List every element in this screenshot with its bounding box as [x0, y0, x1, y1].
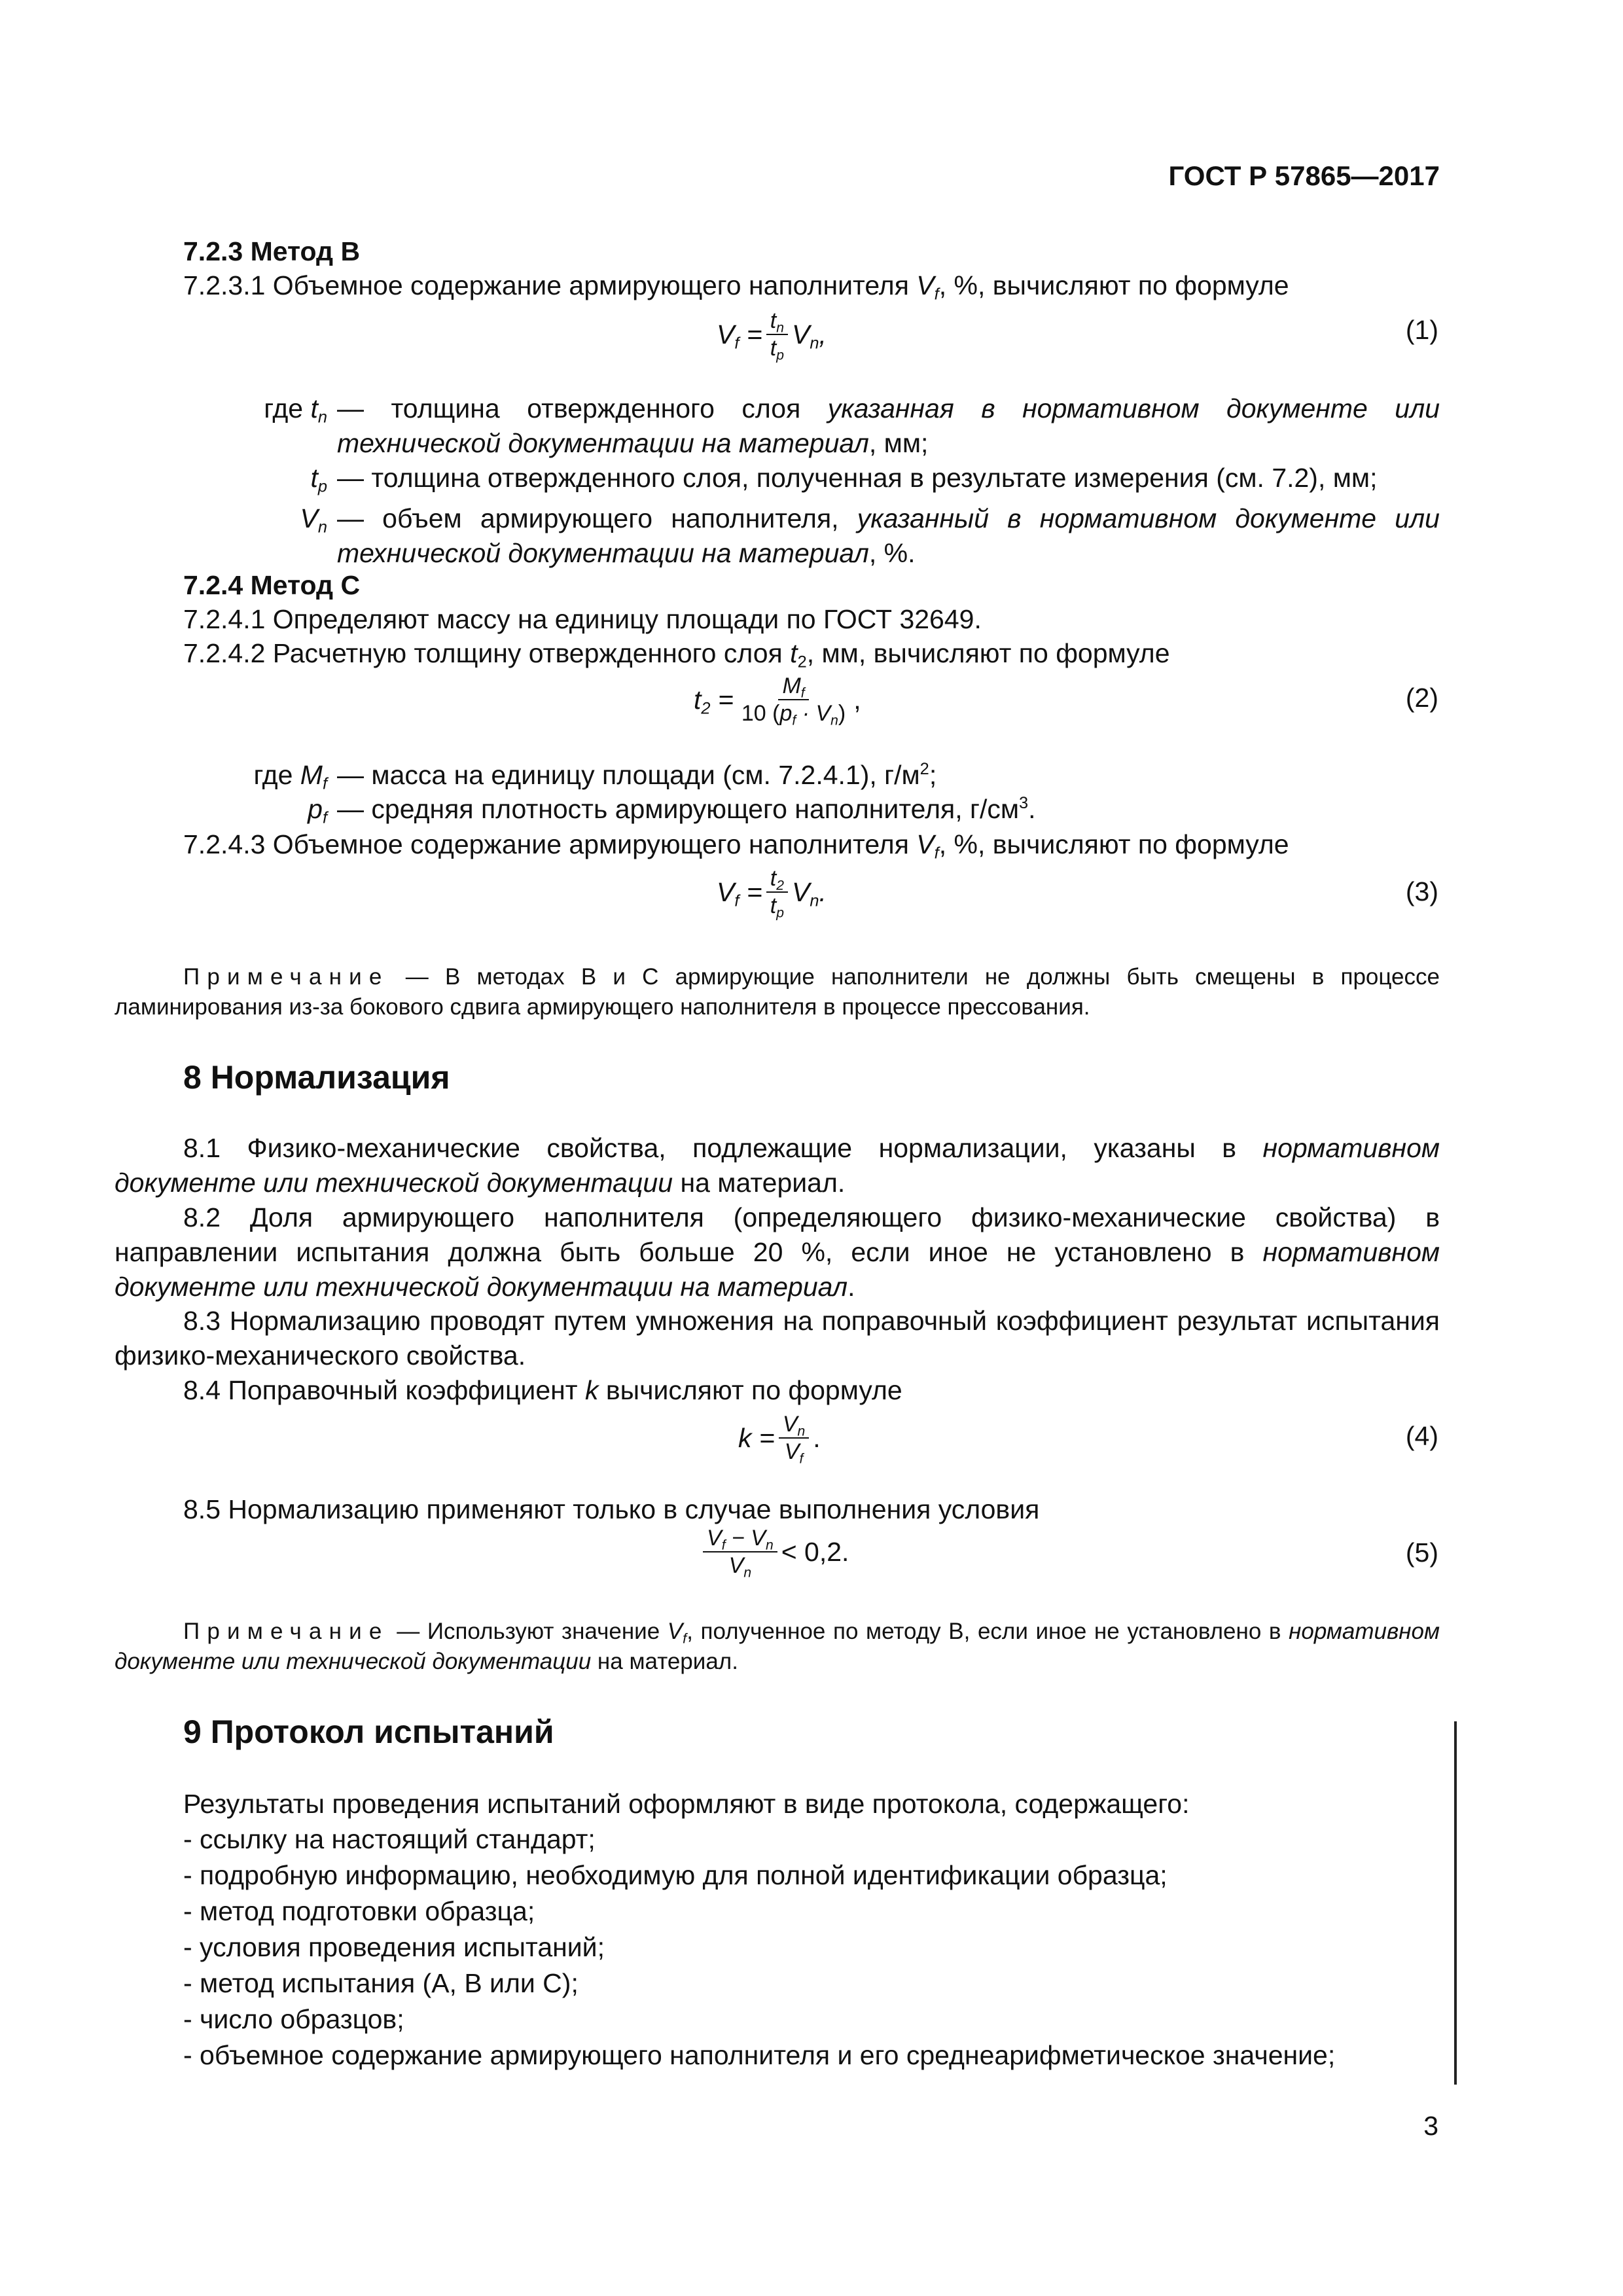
formula-3: $V_f$ = $\frac{t_2}{t_p}$ $V_n$.	[717, 866, 827, 921]
definition-tail: .	[1028, 794, 1036, 824]
paragraph-7-2-4-3: 7.2.4.3 Объемное содержание армирующего наполнителя $V_f$, %, вычисляют по формуле	[183, 829, 1289, 863]
definition-text	[337, 391, 1440, 461]
definition-item	[115, 461, 1440, 501]
definition-plain: — средняя плотность армирующего наполнителя, г/см	[337, 794, 1020, 824]
variable: k	[584, 1375, 599, 1405]
definition-text	[337, 461, 1440, 495]
page-number: 3	[1423, 2111, 1438, 2141]
section-title-8: 8 Нормализация	[183, 1059, 450, 1096]
paragraph-italic: нормативном документе или технической документации на материал	[115, 1237, 1440, 1302]
note-label: Примечание	[183, 964, 389, 990]
paragraph-text: на материал.	[673, 1168, 846, 1198]
equation-number-4: (4)	[1405, 1421, 1438, 1451]
definition-tail: , %.	[868, 538, 916, 568]
definition-term-subscript: p	[317, 477, 327, 496]
paragraph-8-3: 8.3 Нормализацию проводят путем умножения на поправочный коэффициент результат испытания физико-механического свойства.	[115, 1306, 1440, 1371]
unit-superscript: 2	[919, 759, 929, 778]
section-heading-7-2-3: 7.2.3 Метод В	[183, 236, 361, 266]
paragraph-text: 7.2.4.3 Объемное содержание армирующего наполнителя	[183, 829, 917, 859]
protocol-contents-list	[183, 1822, 1335, 2074]
formula-2: $t_2$ = $\frac{M_f}{10 (p_f \cdot V_n)}$ ,	[694, 673, 861, 728]
variable: V	[916, 270, 935, 300]
definition-plain: — толщина отвержденного слоя, полученная в результате измерения (см. 7.2), мм;	[337, 463, 1378, 493]
revision-bar	[1454, 1721, 1457, 2085]
list-item: - ссылку на настоящий стандарт;	[183, 1824, 596, 1854]
paragraph-text: , %, вычисляют по формуле	[938, 829, 1289, 859]
equation-number-5: (5)	[1405, 1537, 1438, 1568]
document-header: ГОСТ Р 57865—2017	[1168, 160, 1440, 191]
definition-plain: — объем армирующего наполнителя,	[337, 503, 857, 533]
paragraph-text: 8.1 Физико-механические свойства, подлежащие нормализации, указаны в	[183, 1133, 1263, 1163]
definition-item	[115, 501, 1440, 571]
definition-tail: , мм;	[868, 428, 929, 458]
definition-italic: указанная в нормативном документе или технической документации на материал	[337, 393, 1440, 458]
list-item: - число образцов;	[183, 2004, 404, 2034]
definition-tail: ;	[929, 760, 937, 790]
paragraph-8-2	[115, 1200, 1440, 1304]
paragraph-8-1	[115, 1131, 1440, 1200]
definition-text	[337, 792, 1440, 827]
paragraph-text: , мм, вычисляют по формуле	[806, 638, 1170, 668]
note-8: Примечание — Используют значение $V_f$, полученное по методу В, если иное не установлено в нормативном документе или технической документации на материал.	[115, 1619, 1440, 1674]
definition-lead: где	[264, 393, 311, 423]
definition-item: $p_f$ — средняя плотность армирующего наполнителя, $г/см^3$.	[115, 792, 1440, 826]
list-item: - условия проведения испытаний;	[183, 1932, 605, 1962]
note-label: Примечание	[183, 1619, 389, 1644]
definition-term-subscript: n	[317, 518, 327, 537]
definition-term: t	[310, 463, 318, 493]
formula-1: $V_f$ = $\frac{t_n}{t_p}$ $V_n$,	[717, 308, 827, 363]
definition-plain: — толщина отвержденного слоя	[337, 393, 828, 423]
note-text: на материал.	[591, 1649, 738, 1674]
paragraph-8-5: 8.5 Нормализацию применяют только в случае выполнения условия	[183, 1494, 1040, 1524]
note-7-2-4	[115, 962, 1440, 1022]
paragraph-9-intro: Результаты проведения испытаний оформляют в виде протокола, содержащего:	[183, 1789, 1190, 1819]
paragraph-text: , %, вычисляют по формуле	[938, 270, 1289, 300]
paragraph-text: .	[847, 1272, 855, 1302]
paragraph-text: 8.4 Поправочный коэффициент	[183, 1375, 585, 1405]
list-item: - подробную информацию, необходимую для полной идентификации образца;	[183, 1860, 1168, 1890]
definition-term: V	[300, 503, 318, 533]
definition-plain: — масса на единицу площади (см. 7.2.4.1), г/м	[337, 760, 920, 790]
section-heading-7-2-4: 7.2.4 Метод С	[183, 570, 361, 600]
list-item: - объемное содержание армирующего наполнителя и его среднеарифметическое значение;	[183, 2040, 1336, 2070]
equation-number-2: (2)	[1405, 683, 1438, 713]
definition-term-subscript: n	[317, 408, 327, 427]
definitions-list-1	[115, 391, 1440, 571]
note-text: , полученное по методу В, если иное не установлено в	[687, 1619, 1289, 1644]
definition-term: t	[310, 393, 318, 423]
definition-italic: указанный в нормативном документе или технической документации на материал	[337, 503, 1440, 568]
paragraph-text: 7.2.3.1 Объемное содержание армирующего наполнителя	[183, 270, 917, 300]
paragraph-7-2-4-2: 7.2.4.2 Расчетную толщину отвержденного слоя $t_2$, мм, вычисляют по формуле	[183, 638, 1170, 672]
section-title-9: 9 Протокол испытаний	[183, 1713, 554, 1750]
note-text: — В методах В и С армирующие наполнители не должны быть смещены в процессе ламинирования из-за бокового сдвига армирующего наполнителя в процессе прессования.	[115, 964, 1440, 1020]
list-item: - метод испытания (А, В или С);	[183, 1968, 579, 1998]
definition-text	[337, 758, 1440, 793]
formula-5-rhs: < 0,2.	[781, 1536, 849, 1567]
definition-text	[337, 501, 1440, 571]
note-italic: нормативном документе или технической документации	[115, 1619, 1440, 1674]
paragraph-text: 7.2.4.2 Расчетную толщину отвержденного слоя	[183, 638, 791, 668]
paragraph-7-2-4-1: 7.2.4.1 Определяют массу на единицу площади по ГОСТ 32649.	[183, 604, 982, 634]
definitions-list-2	[115, 758, 1440, 826]
definition-item: где $M_f$ — масса на единицу площади (см. 7.2.4.1), $г/м^2$;	[115, 758, 1440, 792]
definition-item	[115, 391, 1440, 461]
formula-5: $\frac{V_f - V_n}{V_n}$ < 0,2.	[699, 1525, 849, 1579]
variable-subscript: f	[934, 285, 939, 304]
equation-number-1: (1)	[1405, 315, 1438, 345]
paragraph-8-4	[183, 1373, 902, 1408]
formula-4: k = $\frac{V_n}{V_f}$ .	[738, 1412, 821, 1467]
paragraph-text: 8.2 Доля армирующего наполнителя (определяющего физико-механические свойства) в направлении испытания должна быть больше 20 %, если иное не установлено в	[115, 1202, 1440, 1267]
paragraph-text: вычисляют по формуле	[598, 1375, 902, 1405]
note-text: — Используют значение	[389, 1619, 668, 1644]
unit-superscript: 3	[1019, 793, 1029, 812]
list-item: - метод подготовки образца;	[183, 1896, 535, 1926]
equation-number-3: (3)	[1405, 876, 1438, 906]
paragraph-italic: нормативном документе или технической документации	[115, 1133, 1440, 1198]
paragraph-7-2-3-1	[183, 268, 1289, 303]
